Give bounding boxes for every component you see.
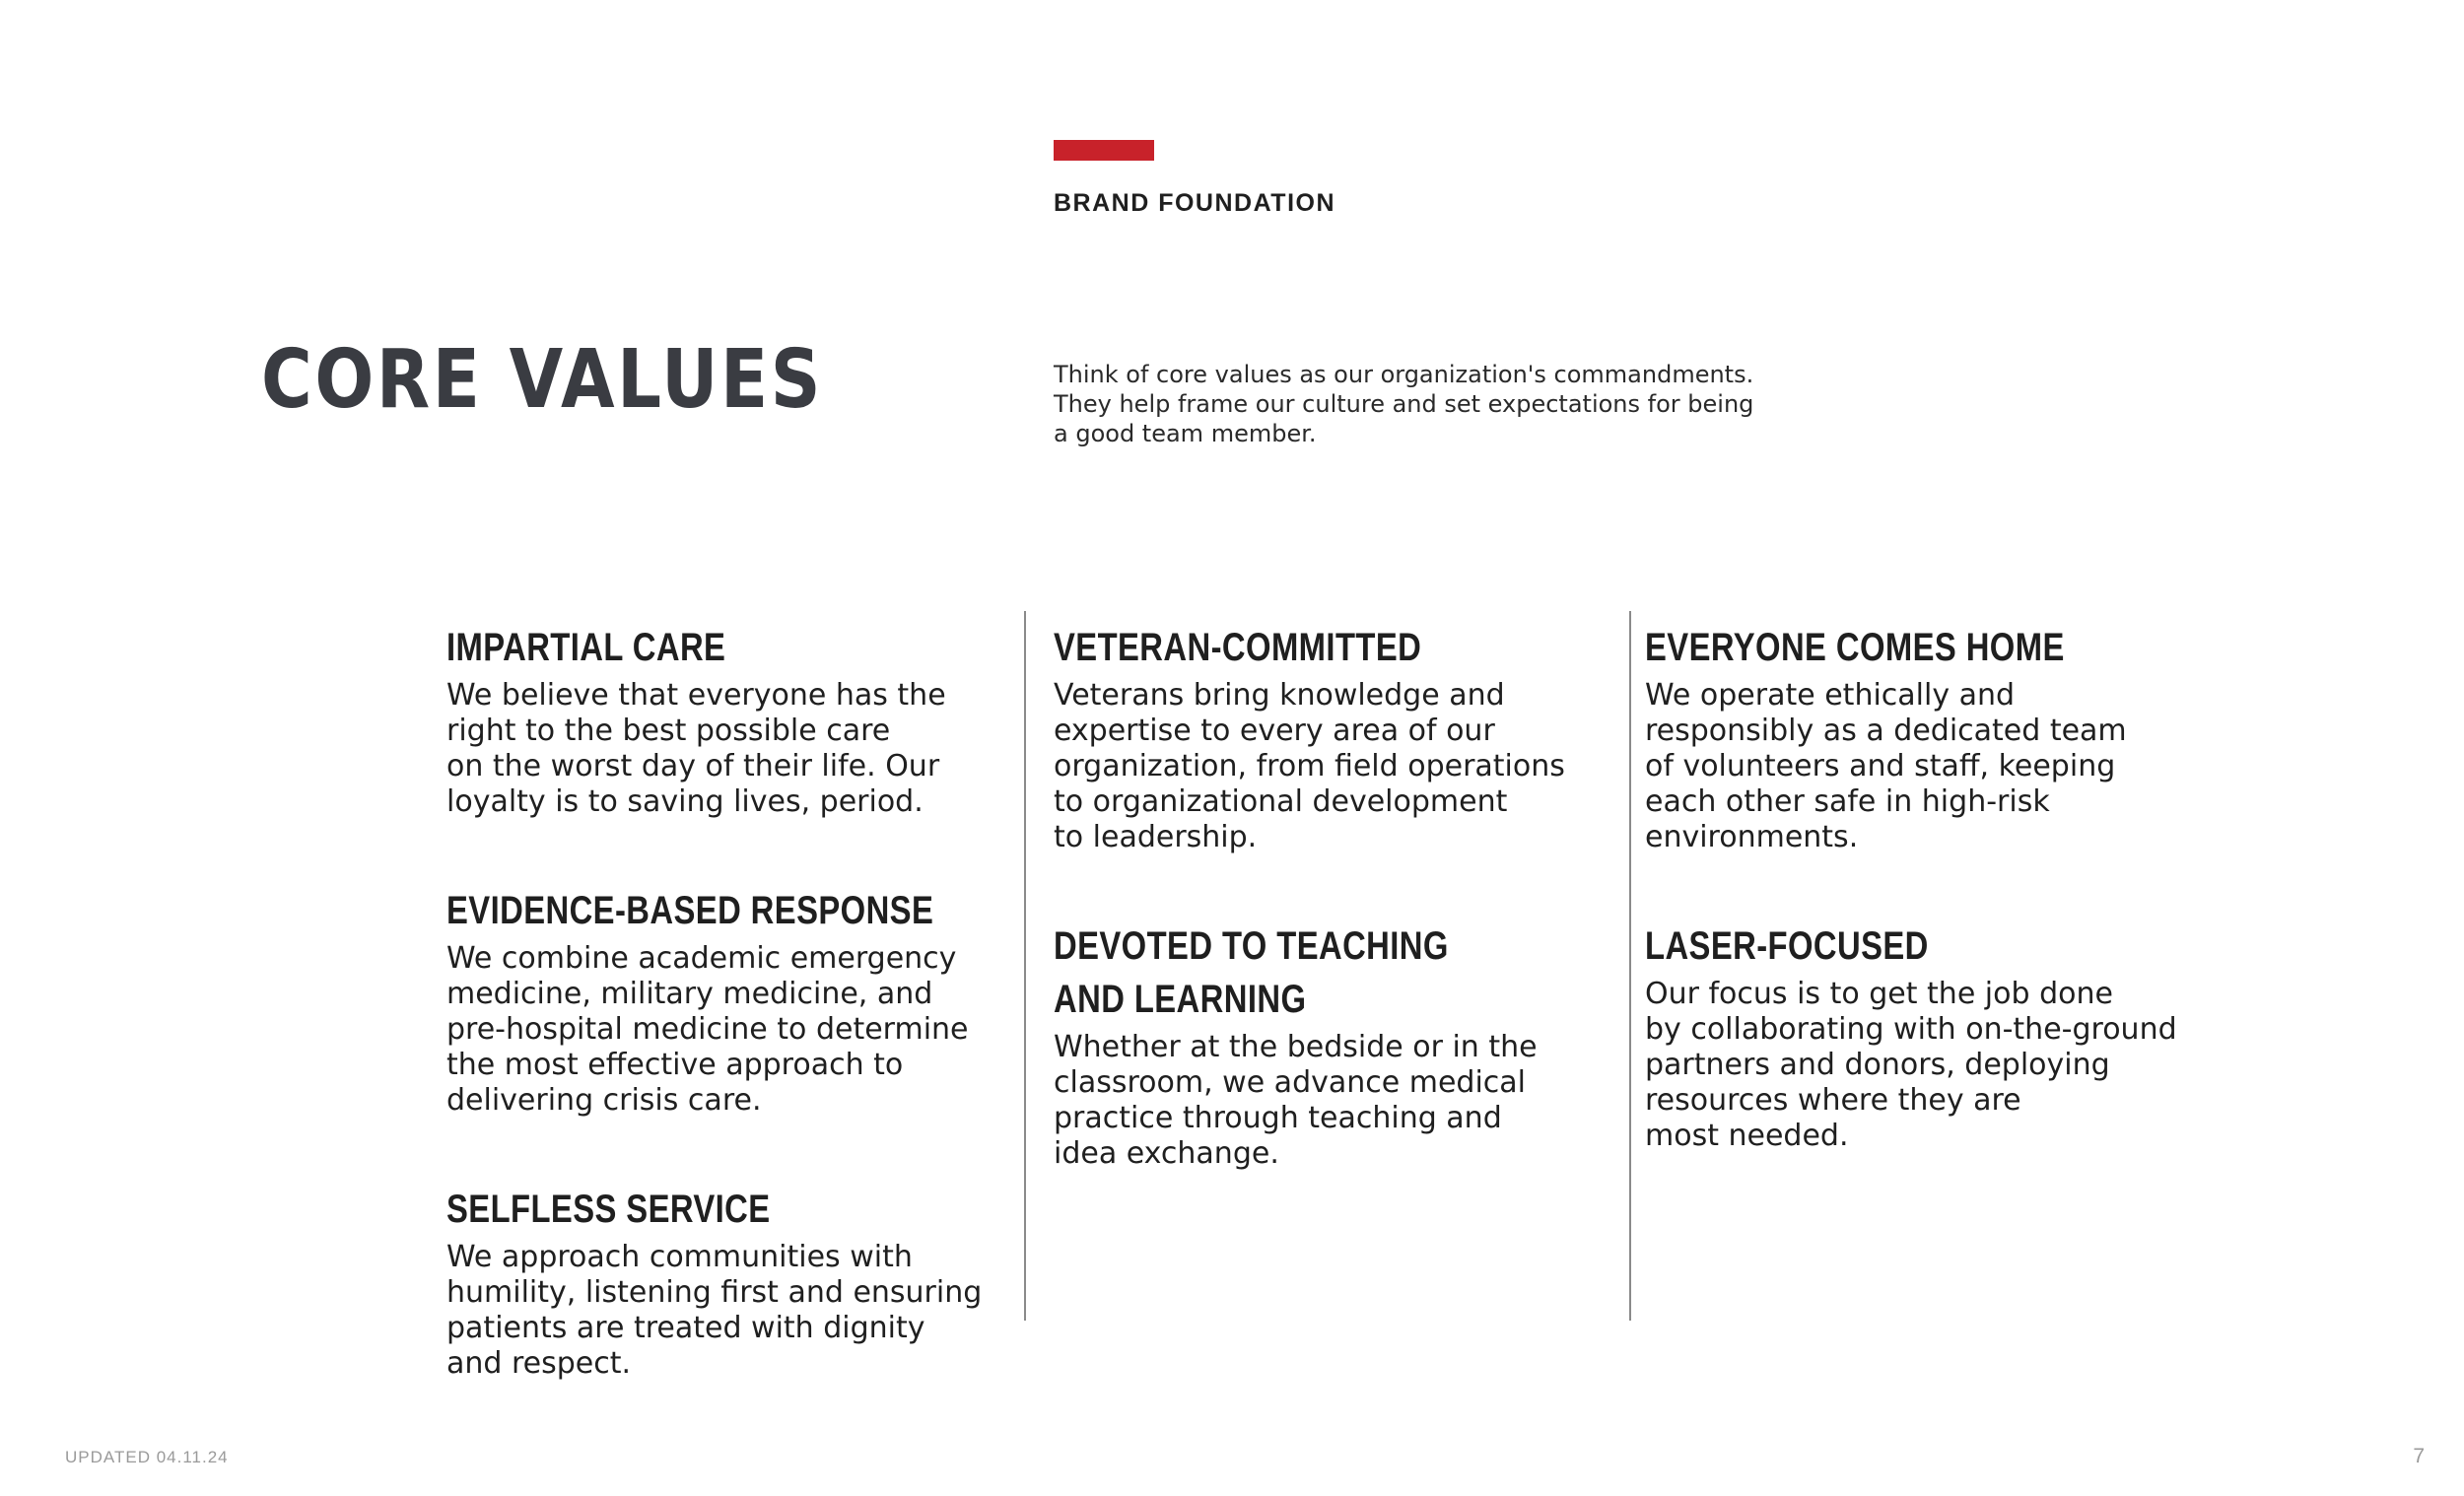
value-text: Veterans bring knowledge and expertise to every area of our organization, from field operations to organizational development to leadership. xyxy=(1054,678,1565,854)
value-title: SELFLESS SERVICE xyxy=(446,1188,771,1231)
value-text: We operate ethically and responsibly as a dedicated team of volunteers and staff, keeping each other safe in high-risk environments. xyxy=(1645,678,2127,854)
page-title: CORE VALUES xyxy=(261,333,824,427)
column-divider-2 xyxy=(1629,611,1631,1321)
value-impartial-care xyxy=(446,621,998,820)
section-label: BRAND FOUNDATION xyxy=(1054,189,1336,217)
column-divider-1 xyxy=(1024,611,1026,1321)
accent-bar xyxy=(1054,140,1154,161)
value-devoted-to-teaching xyxy=(1054,919,1606,1172)
value-text: Whether at the bedside or in the classroom, we advance medical practice through teaching and idea exchange. xyxy=(1054,1030,1538,1171)
value-title: LASER-FOCUSED xyxy=(1645,924,1929,968)
value-text: Our focus is to get the job done by collaborating with on-the-ground partners and donors, deploying resources where they are most needed. xyxy=(1645,977,2177,1153)
value-title: VETERAN-COMMITTED xyxy=(1054,626,1422,669)
value-everyone-comes-home xyxy=(1645,621,2197,855)
value-evidence-based-response xyxy=(446,884,998,1119)
intro-text: Think of core values as our organization's commandments. They help frame our culture and set expectations for being a good team member. xyxy=(1054,361,1754,447)
value-selfless-service xyxy=(446,1183,998,1382)
footer-updated-date: UPDATED 04.11.24 xyxy=(65,1448,229,1466)
value-laser-focused xyxy=(1645,919,2197,1154)
value-title: EVERYONE COMES HOME xyxy=(1645,626,2065,669)
value-title: DEVOTED TO TEACHING AND LEARNING xyxy=(1054,924,1449,1021)
value-text: We believe that everyone has the right to the best possible care on the worst day of their life. Our loyalty is to saving lives, period. xyxy=(446,678,946,819)
value-veteran-committed xyxy=(1054,621,1606,855)
value-title: EVIDENCE-BASED RESPONSE xyxy=(446,889,934,932)
value-text: We approach communities with humility, listening first and ensuring patients are treated with dignity and respect. xyxy=(446,1240,983,1381)
value-text: We combine academic emergency medicine, military medicine, and pre-hospital medicine to determine the most effective approach to delivering crisis care. xyxy=(446,941,969,1118)
page-number: 7 xyxy=(2413,1445,2425,1467)
value-title: IMPARTIAL CARE xyxy=(446,626,726,669)
